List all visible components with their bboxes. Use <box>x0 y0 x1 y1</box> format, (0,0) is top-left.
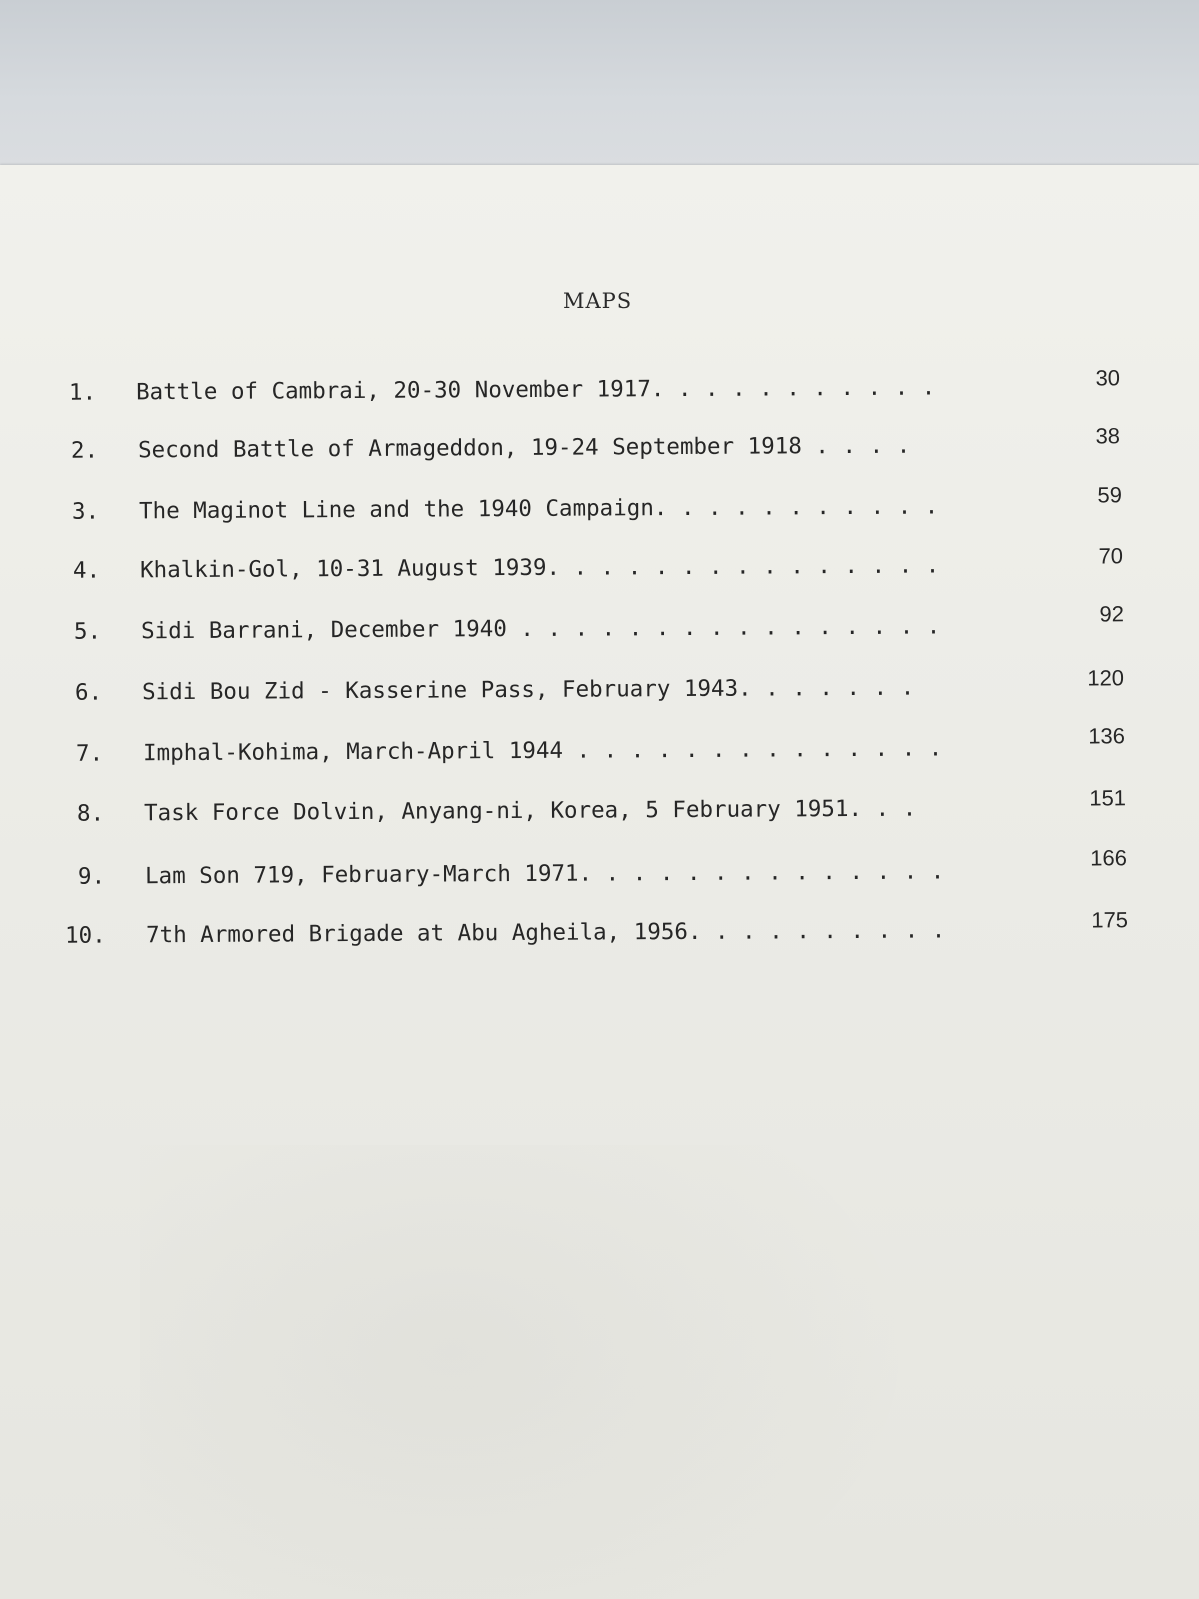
page-number: 59 <box>1097 482 1123 508</box>
map-title: Lam Son 719, February-March 1971. . . . . . . . . . . . . . <box>144 858 945 890</box>
map-number: 7. <box>75 740 104 767</box>
map-title: Imphal-Kohima, March-April 1944 . . . . . . . . . . . . . . <box>142 735 943 767</box>
map-title: The Maginot Line and the 1940 Campaign. . . . . . . . . . . <box>138 493 939 525</box>
map-number: 1. <box>68 379 97 406</box>
page-number: 166 <box>1090 845 1128 871</box>
map-number: 5. <box>73 618 102 645</box>
map-title: Battle of Cambrai, 20-30 November 1917. . . . . . . . . . . <box>135 374 936 406</box>
page-number: 70 <box>1098 543 1124 569</box>
page-number: 175 <box>1091 907 1129 933</box>
map-number: 10. <box>64 922 106 949</box>
map-title: Sidi Bou Zid - Kasserine Pass, February 1943. . . . . . . <box>141 674 915 706</box>
page-number: 92 <box>1099 601 1125 627</box>
map-number: 2. <box>70 437 99 464</box>
map-number: 3. <box>71 498 100 525</box>
map-number: 4. <box>72 557 101 584</box>
page-number: 38 <box>1095 423 1121 449</box>
map-title: Sidi Barrani, December 1940 . . . . . . . . . . . . . . . . <box>140 613 941 645</box>
map-title: Khalkin-Gol, 10-31 August 1939. . . . . . . . . . . . . . . <box>139 552 940 584</box>
map-title: Second Battle of Armageddon, 19-24 September 1918 . . . . <box>137 432 911 464</box>
page-number: 30 <box>1095 365 1121 391</box>
page-number: 136 <box>1088 723 1126 749</box>
map-number: 9. <box>77 863 106 890</box>
map-number: 6. <box>74 679 103 706</box>
map-title: 7th Armored Brigade at Abu Agheila, 1956. . . . . . . . . . <box>145 917 946 949</box>
page-number: 151 <box>1089 785 1127 811</box>
map-number: 8. <box>76 800 105 827</box>
page-title: MAPS <box>563 289 633 313</box>
map-title: Task Force Dolvin, Anyang-ni, Korea, 5 February 1951. . . <box>143 795 917 827</box>
page-number: 120 <box>1087 665 1125 691</box>
